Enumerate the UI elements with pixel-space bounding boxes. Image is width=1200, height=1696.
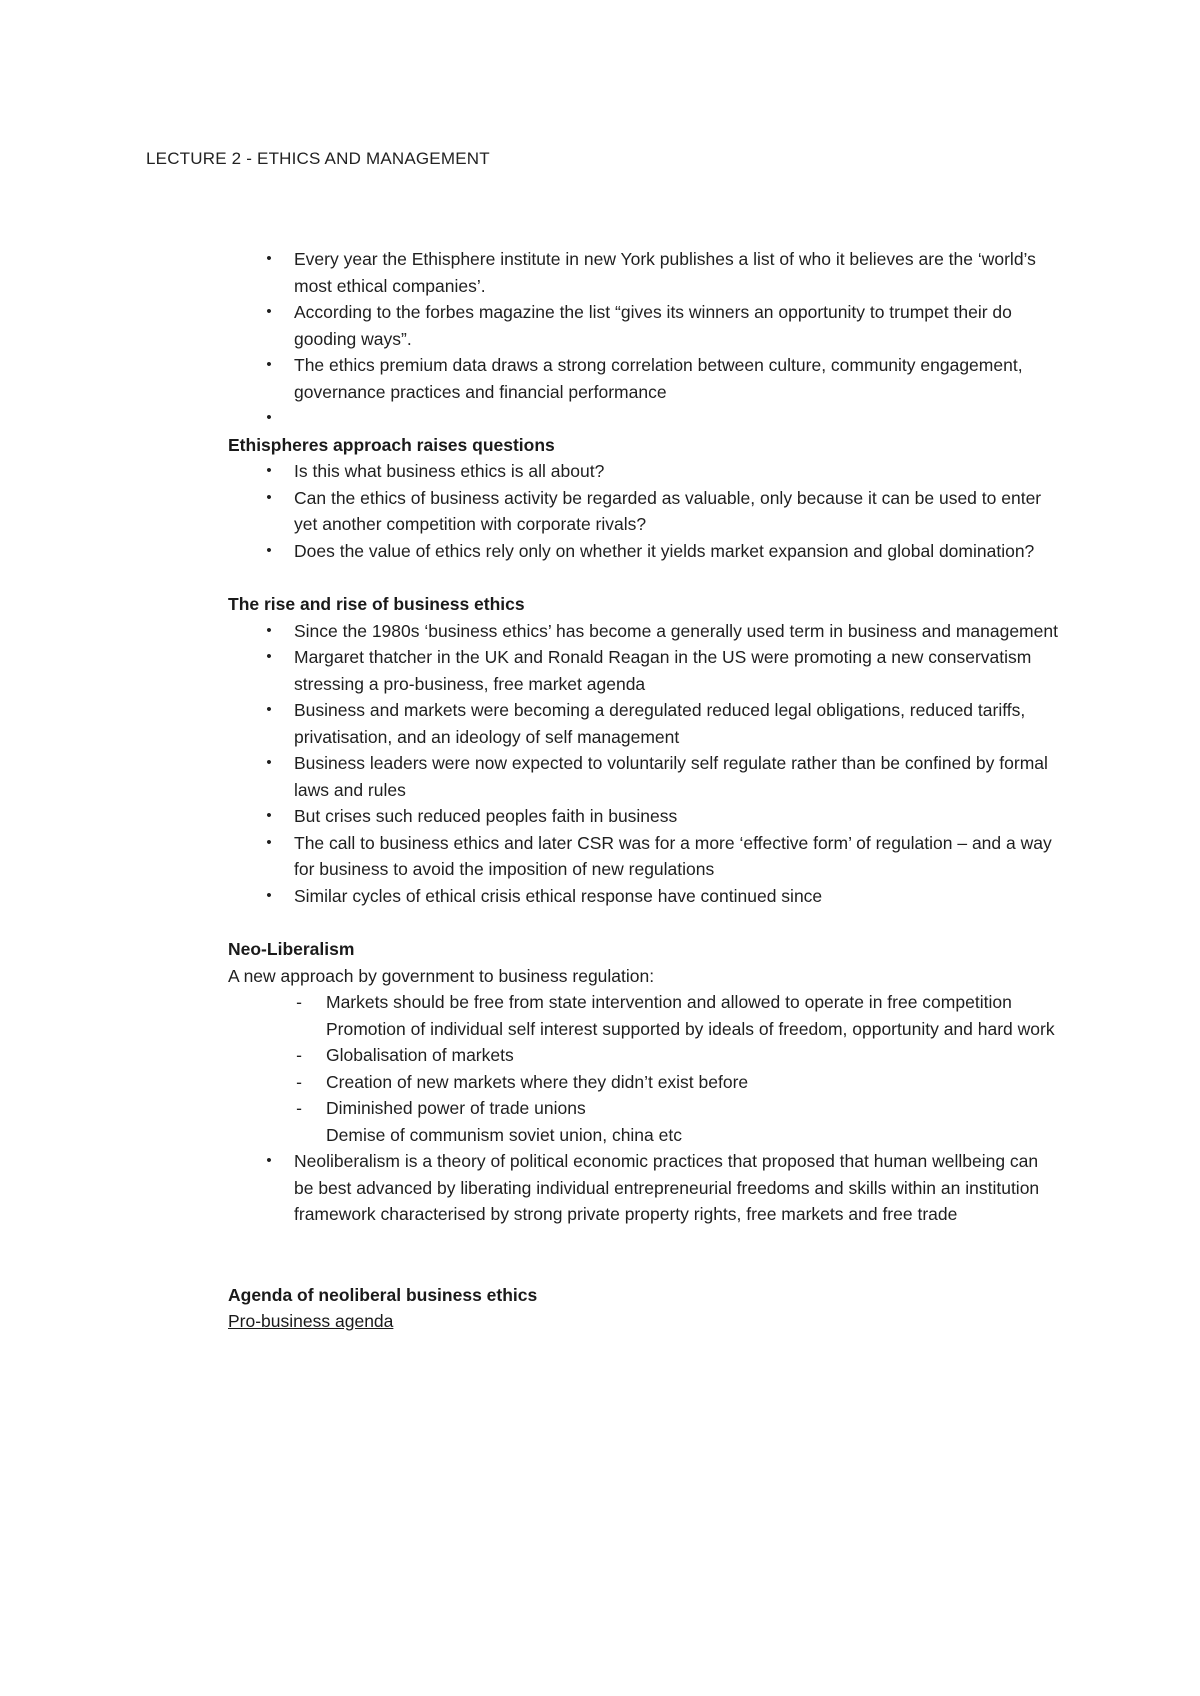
list-item xyxy=(266,644,1058,697)
list-item-text: Margaret thatcher in the UK and Ronald Reagan in the US were promoting a new conservatism stressing a pro-business, free market agenda xyxy=(294,647,1032,694)
list-item-text: But crises such reduced peoples faith in business xyxy=(294,806,678,826)
list-item xyxy=(266,352,1058,405)
list-item-text: Globalisation of markets xyxy=(326,1045,514,1065)
list-item-text: Markets should be free from state intervention and allowed to operate in free competition xyxy=(326,992,1012,1012)
dash-icon: - xyxy=(296,1071,302,1092)
bullet-icon: • xyxy=(266,621,272,639)
bullet-icon: • xyxy=(266,807,272,824)
rise-bullet-list xyxy=(228,618,1058,910)
list-item-text: Demise of communism soviet union, china etc xyxy=(326,1124,682,1145)
spacer xyxy=(228,909,1058,936)
bullet-icon: • xyxy=(266,250,272,267)
bullet-icon: • xyxy=(266,409,272,426)
spacer xyxy=(228,1228,1058,1282)
list-item xyxy=(266,618,1058,645)
bullet-icon: • xyxy=(266,833,272,851)
intro-bullet-list xyxy=(228,246,1058,432)
spacer xyxy=(228,564,1058,591)
bullet-icon: • xyxy=(266,648,272,665)
list-item-text: Business leaders were now expected to voluntarily self regulate rather than be confined by formal laws and rules xyxy=(294,753,1048,800)
questions-bullet-list xyxy=(228,458,1058,564)
bullet-icon: • xyxy=(266,886,272,904)
list-item xyxy=(266,1148,1058,1228)
list-item xyxy=(266,803,1058,830)
section-heading-questions: Ethispheres approach raises questions xyxy=(228,434,555,455)
section-heading-rise: The rise and rise of business ethics xyxy=(228,594,525,614)
list-item-text: Does the value of ethics rely only on whether it yields market expansion and global domination? xyxy=(294,540,1035,561)
bullet-icon: • xyxy=(266,701,272,718)
bullet-icon: • xyxy=(266,462,272,479)
list-item-text: Creation of new markets where they didn’t exist before xyxy=(326,1071,749,1092)
bullet-icon: • xyxy=(266,303,272,320)
list-item xyxy=(266,458,1058,485)
neoliberalism-dash-list xyxy=(228,989,1058,1148)
list-item-text: Is this what business ethics is all about? xyxy=(294,461,605,481)
list-item-text: Business and markets were becoming a deregulated reduced legal obligations, reduced tariffs, privatisation, and an ideology of self management xyxy=(294,700,1026,747)
neoliberalism-bullet-list xyxy=(228,1148,1058,1228)
list-item-text: Similar cycles of ethical crisis ethical response have continued since xyxy=(294,885,823,906)
agenda-subheading: Pro-business agenda xyxy=(228,1311,394,1331)
document-title: LECTURE 2 - ETHICS AND MANAGEMENT xyxy=(146,149,490,168)
list-item-text: Can the ethics of business activity be regarded as valuable, only because it can be used to enter yet another competition with corporate rivals? xyxy=(294,487,1042,534)
list-item xyxy=(266,883,1058,910)
bullet-icon: • xyxy=(266,541,272,559)
list-item-text: Every year the Ethisphere institute in new York publishes a list of who it believes are the ‘world’s most ethical companies’. xyxy=(294,249,1036,296)
bullet-icon: • xyxy=(266,1152,272,1169)
list-item xyxy=(266,246,1058,299)
list-item xyxy=(296,1095,1058,1148)
list-item-text: Since the 1980s ‘business ethics’ has become a generally used term in business and management xyxy=(294,620,1058,641)
list-item-text: Diminished power of trade unions xyxy=(326,1098,586,1118)
document-body xyxy=(228,246,1058,1335)
dash-icon: - xyxy=(296,992,302,1012)
list-item-text: Neoliberalism is a theory of political economic practices that proposed that human wellbeing can be best advanced by liberating individual entrepreneurial freedoms and skills within an institution framework characterised by strong private property rights, free markets and free trade xyxy=(294,1151,1040,1224)
bullet-icon: • xyxy=(266,754,272,771)
list-item xyxy=(266,750,1058,803)
bullet-icon: • xyxy=(266,356,272,373)
list-item xyxy=(266,697,1058,750)
list-item xyxy=(266,830,1058,883)
list-item xyxy=(296,1069,1058,1096)
list-item xyxy=(296,989,1058,1042)
list-item xyxy=(296,1042,1058,1069)
list-item xyxy=(266,405,1058,432)
section-heading-neoliberalism: Neo-Liberalism xyxy=(228,939,355,959)
neoliberalism-intro: A new approach by government to business regulation: xyxy=(228,965,655,986)
list-item-text: Promotion of individual self interest supported by ideals of freedom, opportunity and hard work xyxy=(326,1018,1055,1039)
section-heading-agenda: Agenda of neoliberal business ethics xyxy=(228,1284,538,1305)
dash-icon: - xyxy=(296,1045,302,1065)
list-item xyxy=(266,485,1058,538)
list-item-text: The call to business ethics and later CSR was for a more ‘effective form’ of regulation – and a way for business to avoid the imposition of new regulations xyxy=(294,832,1052,879)
list-item-text: The ethics premium data draws a strong correlation between culture, community engagement, governance practices and financial performance xyxy=(294,355,1023,402)
list-item xyxy=(266,538,1058,565)
bullet-icon: • xyxy=(266,488,272,506)
list-item-text: According to the forbes magazine the list “gives its winners an opportunity to trumpet their do gooding ways”. xyxy=(294,302,1012,349)
dash-icon: - xyxy=(296,1098,302,1118)
list-item-text xyxy=(294,408,299,428)
list-item xyxy=(266,299,1058,352)
